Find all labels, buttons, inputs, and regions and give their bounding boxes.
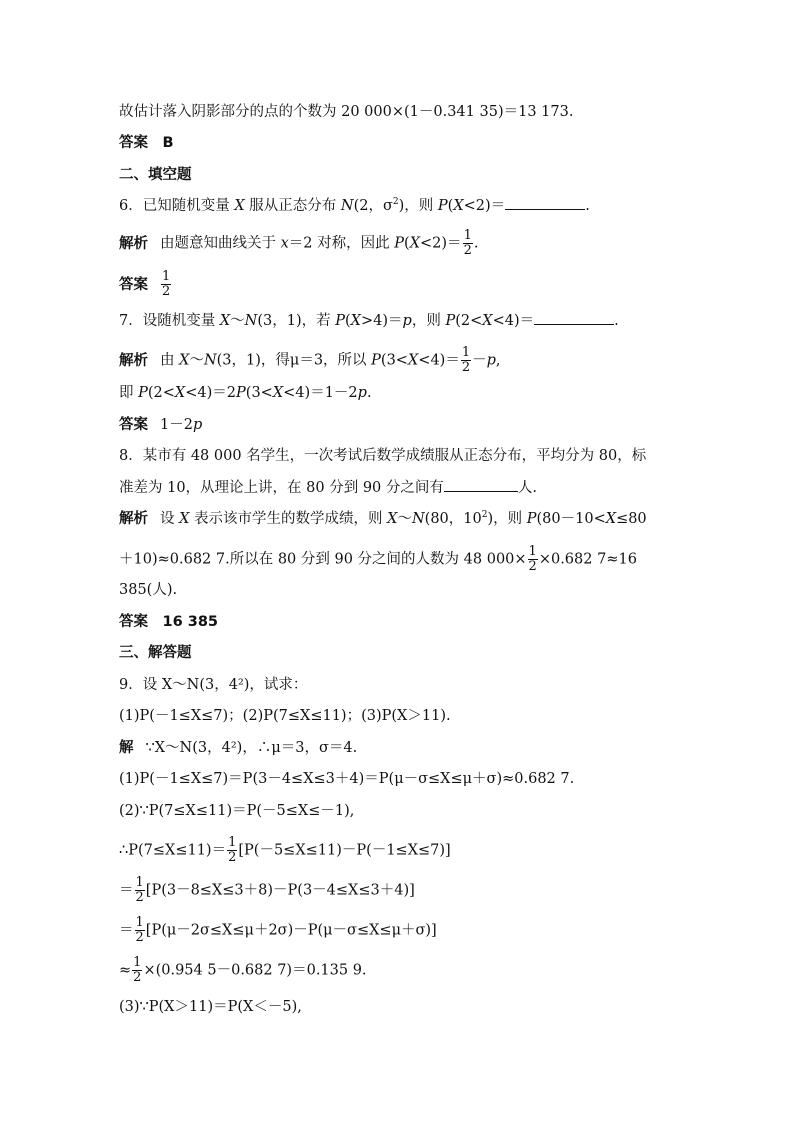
- fraction: $\frac{1}{2}$: [461, 345, 471, 375]
- solution-9-step1: ∴P(7≤X≤11)＝ $\frac{1}{2}$ [P(－5≤X≤11)－P(－1≤X≤7)]: [119, 835, 451, 865]
- fraction: $\frac{1}{2}$: [162, 269, 171, 299]
- solution-9-step4: ≈ $\frac{1}{2}$ ×(0.954 5－0.682 7)＝0.135 9.: [119, 955, 367, 985]
- section-answer-questions: 三、解答题: [119, 645, 192, 661]
- answer-8: 答案 16 385: [119, 614, 218, 630]
- solution-8-line3: 385(人).: [119, 582, 178, 598]
- solution-9-part1: (1)P(－1≤X≤7)＝P(3－4≤X≤3＋4)＝P(μ－σ≤X≤μ＋σ)≈0.682 7.: [119, 771, 575, 787]
- solution-9-step3: ＝ $\frac{1}{2}$ [P(μ－2σ≤X≤μ＋2σ)－P(μ－σ≤X≤μ＋σ)]: [119, 915, 437, 945]
- fraction: $\frac{1}{2}$: [135, 915, 144, 945]
- section-fill-in: 二、填空题: [119, 167, 192, 183]
- answer-blank: [534, 312, 614, 325]
- fraction: $\frac{1}{2}$: [528, 544, 537, 574]
- answer-5: 答案 B: [119, 135, 174, 151]
- fraction: $\frac{1}{2}$: [228, 835, 237, 865]
- solution-9-step2: ＝ $\frac{1}{2}$ [P(3－8≤X≤3＋8)－P(3－4≤X≤3＋4)]: [119, 875, 415, 905]
- question-9-parts: (1)P(－1≤X≤7)；(2)P(7≤X≤11)；(3)P(X＞11).: [119, 708, 451, 724]
- solution-7: 解析 由 X～N(3，1)，得μ＝3，所以 P(3<X<4)＝ $\frac{1}{2}$ －p,: [119, 345, 501, 375]
- fraction: $\frac{1}{2}$: [463, 228, 472, 258]
- answer-blank: [444, 479, 518, 492]
- fraction: $\frac{1}{2}$: [133, 955, 142, 985]
- solution-8-line1: 解析 设 X 表示该市学生的数学成绩，则 X～N(80，$10^2$)，则 P(80－10<X≤80: [119, 510, 647, 527]
- solution-6: 解析 由题意知曲线关于 x＝2 对称，因此 P(X<2)＝ $\frac{1}{2}$ .: [119, 228, 479, 258]
- text-line-estimate: 故估计落入阴影部分的点的个数为 20 000×(1－0.341 35)＝13 173.: [119, 104, 574, 120]
- answer-blank: [505, 197, 585, 210]
- fraction: $\frac{1}{2}$: [135, 875, 144, 905]
- solution-9-part2: (2)∵P(7≤X≤11)＝P(－5≤X≤－1),: [119, 803, 355, 819]
- answer-6: 答案 $\frac{1}{2}$: [119, 269, 171, 299]
- question-9: 9．设 X～N(3，4²)，试求：: [119, 677, 308, 693]
- question-6: 6．已知随机变量 X 服从正态分布 N(2，$\sigma^2$)，则 P(X<2)＝ .: [119, 197, 590, 214]
- solution-9-part3: (3)∵P(X＞11)＝P(X＜－5),: [119, 999, 302, 1015]
- solution-9-line1: 解 ∵X～N(3，4²)，∴μ＝3，σ＝4.: [119, 740, 358, 756]
- question-8-line2: 准差为 10，从理论上讲，在 80 分到 90 分之间有 人.: [119, 480, 538, 496]
- solution-7-line2: 即 P(2<X<4)＝2P(3<X<4)＝1－2p.: [119, 385, 372, 401]
- answer-7: 答案 1－2p: [119, 417, 203, 433]
- question-7: 7．设随机变量 X～N(3，1)，若 P(X>4)＝p，则 P(2<X<4)＝ .: [119, 313, 619, 329]
- solution-8-line2: ＋10)≈0.682 7.所以在 80 分到 90 分之间的人数为 48 000× $\frac{1}{2}$ ×0.682 7≈16: [119, 544, 637, 574]
- question-8-line1: 8．某市有 48 000 名学生，一次考试后数学成绩服从正态分布，平均分为 80，标: [119, 448, 647, 464]
